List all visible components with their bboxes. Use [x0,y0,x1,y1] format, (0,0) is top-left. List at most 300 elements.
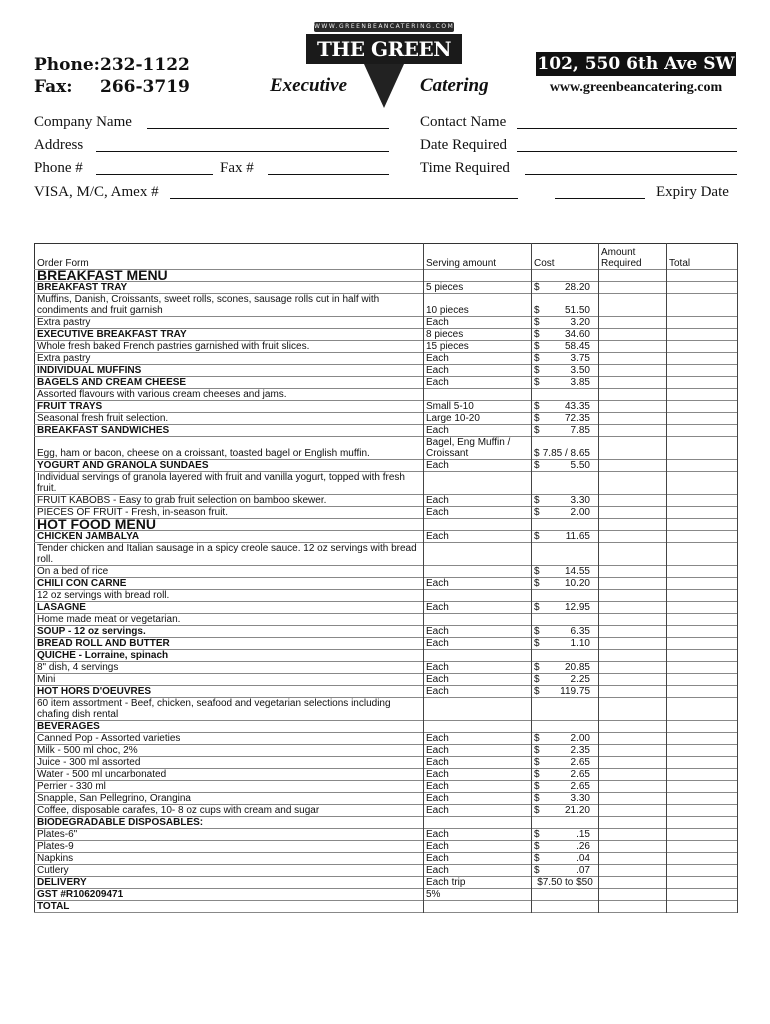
item-description: Milk - 500 ml choc, 2% [35,745,424,757]
total-cell[interactable] [667,329,738,341]
total-cell[interactable] [667,686,738,698]
cost [532,698,599,721]
serving-amount [424,721,532,733]
cost [532,626,599,638]
serving-amount: Each [424,602,532,614]
cost [532,282,599,294]
cost [532,733,599,745]
total-cell[interactable] [667,507,738,519]
cost [532,686,599,698]
item-description: Water - 500 ml uncarbonated [35,769,424,781]
cost [532,901,599,913]
amount-required-cell[interactable] [599,425,667,437]
dollar-sign: $ [534,425,540,436]
phone-label: Phone: [34,55,100,75]
amount-required-cell[interactable] [599,877,667,889]
cost-value: 21.20 [564,805,590,816]
amount-required-cell[interactable] [599,602,667,614]
total-cell[interactable] [667,901,738,913]
cost-value: 2.25 [570,674,590,685]
item-description: BREAKFAST SANDWICHES [35,425,424,437]
dollar-sign: $ [534,829,540,840]
serving-amount: Each [424,495,532,507]
item-description: TOTAL [35,901,424,913]
table-row [35,662,738,674]
serving-amount [424,270,532,282]
total-cell[interactable] [667,495,738,507]
dollar-sign: $ [534,365,540,376]
cost [532,829,599,841]
total-cell[interactable] [667,829,738,841]
table-row [35,578,738,590]
serving-amount: Each [424,686,532,698]
table-row [35,721,738,733]
card-number-field[interactable] [170,198,518,199]
amount-required-cell[interactable] [599,329,667,341]
amount-required-cell[interactable] [599,495,667,507]
amount-required-cell[interactable] [599,841,667,853]
table-row [35,781,738,793]
dollar-sign: $ [534,448,540,459]
amount-required-cell[interactable] [599,817,667,829]
amount-required-cell[interactable] [599,614,667,626]
amount-required-cell[interactable] [599,460,667,472]
dollar-sign: $ [534,626,540,637]
item-description: QUICHE - Lorraine, spinach [35,650,424,662]
table-row [35,282,738,294]
cost-value: 7.85 [570,425,590,436]
total-cell[interactable] [667,638,738,650]
cost [532,841,599,853]
cost-value: 72.35 [564,413,590,424]
table-row [35,531,738,543]
table-row [35,294,738,317]
amount-required-cell[interactable] [599,294,667,317]
website: www.greenbeancatering.com [549,80,723,95]
serving-amount [424,472,532,495]
amount-required-cell[interactable] [599,781,667,793]
total-cell[interactable] [667,817,738,829]
total-cell[interactable] [667,566,738,578]
amount-required-cell[interactable] [599,901,667,913]
cost-value: 3.20 [570,317,590,328]
cost [532,865,599,877]
serving-amount [424,543,532,566]
serving-amount: Large 10-20 [424,413,532,425]
amount-required-cell[interactable] [599,353,667,365]
table-row [35,793,738,805]
section-title: HOT FOOD MENU [35,519,424,531]
table-row [35,614,738,626]
item-description: Juice - 300 ml assorted [35,757,424,769]
total-cell[interactable] [667,341,738,353]
table-row [35,566,738,578]
cost-value: 2.65 [570,769,590,780]
item-description: 12 oz servings with bread roll. [35,590,424,602]
table-row [35,389,738,401]
cost-value: 58.45 [564,341,590,352]
item-description: 8" dish, 4 servings [35,662,424,674]
cost-value: 3.75 [570,353,590,364]
amount-required-cell[interactable] [599,638,667,650]
table-row [35,437,738,460]
cost-value: 43.35 [564,401,590,412]
amount-required-cell[interactable] [599,282,667,294]
serving-amount: Bagel, Eng Muffin / Croissant [424,437,532,460]
total-cell[interactable] [667,602,738,614]
serving-amount [424,650,532,662]
item-description: LASAGNE [35,602,424,614]
total-cell[interactable] [667,614,738,626]
total-cell[interactable] [667,413,738,425]
serving-amount: Each [424,365,532,377]
phone-field-label: Phone # [34,160,83,176]
serving-amount: 15 pieces [424,341,532,353]
table-row [35,745,738,757]
serving-amount: 10 pieces [424,294,532,317]
total-cell[interactable] [667,353,738,365]
time-required-field[interactable] [525,174,737,175]
amount-required-cell[interactable] [599,507,667,519]
time-required-label: Time Required [420,160,510,176]
serving-amount: Each trip [424,877,532,889]
table-row [35,853,738,865]
cost [532,602,599,614]
fax-field-label: Fax # [220,160,254,176]
amount-required-cell[interactable] [599,733,667,745]
table-row [35,638,738,650]
amount-required-cell[interactable] [599,721,667,733]
total-cell[interactable] [667,853,738,865]
item-description: Cutlery [35,865,424,877]
cost [532,377,599,389]
cost [532,495,599,507]
cost [532,353,599,365]
cost-value: 3.30 [570,495,590,506]
serving-amount: Each [424,353,532,365]
total-cell[interactable] [667,472,738,495]
dollar-sign: $ [534,305,540,316]
cost-value: 14.55 [564,566,590,577]
cost-value: 34.60 [564,329,590,340]
total-cell[interactable] [667,389,738,401]
table-row [35,413,738,425]
serving-amount [424,389,532,401]
order-table-body [35,244,738,913]
serving-amount [424,698,532,721]
cost-value: .04 [576,853,590,864]
table-row [35,733,738,745]
item-description: CHICKEN JAMBALYA [35,531,424,543]
total-cell[interactable] [667,745,738,757]
serving-amount [424,519,532,531]
total-cell[interactable] [667,531,738,543]
item-description: Individual servings of granola layered with fruit and vanilla yogurt, topped with fresh fruit. [35,472,424,495]
total-cell[interactable] [667,650,738,662]
total-cell[interactable] [667,377,738,389]
cost-value: 3.30 [570,793,590,804]
amount-required-cell[interactable] [599,401,667,413]
amount-required-cell[interactable] [599,757,667,769]
cost-value: 3.85 [570,377,590,388]
amount-required-cell[interactable] [599,578,667,590]
amount-required-cell[interactable] [599,626,667,638]
total-cell[interactable] [667,425,738,437]
amount-required-cell[interactable] [599,745,667,757]
item-description: Tender chicken and Italian sausage in a spicy creole sauce. 12 oz servings with bread roll. [35,543,424,566]
amount-required-cell[interactable] [599,317,667,329]
amount-required-cell[interactable] [599,590,667,602]
address-field[interactable] [96,151,389,152]
table-row [35,495,738,507]
total-cell[interactable] [667,877,738,889]
dollar-sign: $ [534,282,540,293]
item-description: SOUP - 12 oz servings. [35,626,424,638]
dollar-sign: $ [534,341,540,352]
col-order-form: Order Form [35,244,424,270]
total-cell[interactable] [667,437,738,460]
cost [532,578,599,590]
table-row [35,757,738,769]
cost-value: 3.50 [570,365,590,376]
serving-amount: Each [424,460,532,472]
cost-value: 2.65 [570,757,590,768]
cost-value: .15 [576,829,590,840]
serving-amount: Small 5-10 [424,401,532,413]
serving-amount [424,566,532,578]
total-cell[interactable] [667,889,738,901]
cost [532,889,599,901]
total-cell[interactable] [667,626,738,638]
total-cell[interactable] [667,270,738,282]
amount-required-cell[interactable] [599,519,667,531]
cost-value: 1.10 [570,638,590,649]
cost [532,757,599,769]
table-row [35,626,738,638]
total-cell[interactable] [667,590,738,602]
total-cell[interactable] [667,865,738,877]
amount-required-cell[interactable] [599,472,667,495]
item-description: Canned Pop - Assorted varieties [35,733,424,745]
table-row [35,602,738,614]
total-cell[interactable] [667,805,738,817]
total-cell[interactable] [667,733,738,745]
amount-required-cell[interactable] [599,566,667,578]
cost [532,674,599,686]
total-cell[interactable] [667,698,738,721]
table-row [35,877,738,889]
cost [532,853,599,865]
amount-required-cell[interactable] [599,270,667,282]
dollar-sign: $ [534,413,540,424]
total-cell[interactable] [667,781,738,793]
cost-value: 7.85 / 8.65 [542,448,590,459]
cost [532,769,599,781]
cost-value: 20.85 [564,662,590,673]
date-required-label: Date Required [420,137,508,153]
dollar-sign: $ [534,853,540,864]
cost-value: 2.65 [570,781,590,792]
serving-amount: Each [424,674,532,686]
section-header-row [35,270,738,282]
amount-required-cell[interactable] [599,543,667,566]
serving-amount [424,901,532,913]
amount-required-cell[interactable] [599,805,667,817]
item-description: Muffins, Danish, Croissants, sweet rolls, scones, sausage rolls cut in half with condiments and fruit garnish [35,294,424,317]
company-name-field[interactable] [147,128,389,129]
cost-value: .26 [576,841,590,852]
contact-name-field[interactable] [517,128,737,129]
cost [532,389,599,401]
amount-required-cell[interactable] [599,674,667,686]
amount-required-cell[interactable] [599,889,667,901]
item-description: BIODEGRADABLE DISPOSABLES: [35,817,424,829]
dollar-sign: $ [534,757,540,768]
total-cell[interactable] [667,662,738,674]
date-required-field[interactable] [517,151,737,152]
cost [532,566,599,578]
item-description: BAGELS AND CREAM CHEESE [35,377,424,389]
total-cell[interactable] [667,282,738,294]
amount-required-cell[interactable] [599,365,667,377]
total-cell[interactable] [667,519,738,531]
dollar-sign: $ [534,317,540,328]
item-description: DELIVERY [35,877,424,889]
total-cell[interactable] [667,460,738,472]
table-row [35,650,738,662]
total-cell[interactable] [667,365,738,377]
item-description: BREAD ROLL AND BUTTER [35,638,424,650]
total-cell[interactable] [667,769,738,781]
total-cell[interactable] [667,317,738,329]
amount-required-cell[interactable] [599,437,667,460]
expiry-date-label: Expiry Date [656,184,729,200]
cost [532,294,599,317]
serving-amount: Each [424,745,532,757]
cost [532,638,599,650]
amount-required-cell[interactable] [599,377,667,389]
serving-amount: Each [424,805,532,817]
serving-amount: Each [424,829,532,841]
dollar-sign: $ [534,329,540,340]
amount-required-cell[interactable] [599,341,667,353]
section-title: BREAKFAST MENU [35,270,424,282]
amount-required-cell[interactable] [599,698,667,721]
amount-required-cell[interactable] [599,829,667,841]
table-row [35,353,738,365]
amount-required-cell[interactable] [599,686,667,698]
amount-required-cell[interactable] [599,531,667,543]
serving-amount: 5 pieces [424,282,532,294]
cost-value: 51.50 [564,305,590,316]
total-cell[interactable] [667,401,738,413]
amount-required-cell[interactable] [599,793,667,805]
dollar-sign: $ [534,805,540,816]
serving-amount: Each [424,578,532,590]
total-cell[interactable] [667,578,738,590]
amount-required-cell[interactable] [599,413,667,425]
dollar-sign: $ [534,841,540,852]
item-description: Seasonal fresh fruit selection. [35,413,424,425]
total-cell[interactable] [667,294,738,317]
contact-name-label: Contact Name [420,114,507,130]
serving-amount [424,590,532,602]
total-cell[interactable] [667,543,738,566]
total-cell[interactable] [667,793,738,805]
amount-required-cell[interactable] [599,650,667,662]
amount-required-cell[interactable] [599,389,667,401]
total-cell[interactable] [667,721,738,733]
serving-amount: Each [424,317,532,329]
serving-amount: Each [424,757,532,769]
phone-field[interactable] [96,174,213,175]
amount-required-cell[interactable] [599,662,667,674]
item-description: Whole fresh baked French pastries garnished with fruit slices. [35,341,424,353]
table-row [35,543,738,566]
amount-required-cell[interactable] [599,769,667,781]
dollar-sign: $ [534,674,540,685]
cost [532,460,599,472]
table-row [35,841,738,853]
section-header-row [35,519,738,531]
item-description: YOGURT AND GRANOLA SUNDAES [35,460,424,472]
total-cell[interactable] [667,674,738,686]
total-cell[interactable] [667,841,738,853]
fax-label: Fax: [34,77,73,97]
serving-amount: Each [424,733,532,745]
tagline-executive: Executive [270,75,348,96]
serving-amount: Each [424,531,532,543]
cost [532,507,599,519]
tagline-catering: Catering [420,75,489,96]
item-description: Coffee, disposable carafes, 10- 8 oz cups with cream and sugar [35,805,424,817]
table-row [35,590,738,602]
serving-amount: 8 pieces [424,329,532,341]
amount-required-cell[interactable] [599,865,667,877]
dollar-sign: $ [534,745,540,756]
serving-amount: Each [424,638,532,650]
serving-amount: Each [424,662,532,674]
item-description: Plates-9 [35,841,424,853]
cost [532,650,599,662]
card-label: VISA, M/C, Amex # [34,184,159,200]
table-row [35,805,738,817]
serving-amount: Each [424,853,532,865]
table-header-row [35,244,738,270]
serving-amount: 5% [424,889,532,901]
table-row [35,365,738,377]
serving-amount: Each [424,769,532,781]
col-cost: Cost [532,244,599,270]
fax-field[interactable] [268,174,389,175]
address-box: 102, 550 6th Ave SW [537,54,735,74]
serving-amount: Each [424,425,532,437]
amount-required-cell[interactable] [599,853,667,865]
phone-number: 232-1122 [100,55,190,75]
dollar-sign: $ [534,781,540,792]
item-description: 60 item assortment - Beef, chicken, seafood and vegetarian selections including chafing dish rental [35,698,424,721]
cost [532,817,599,829]
table-row [35,425,738,437]
item-description: Perrier - 330 ml [35,781,424,793]
total-cell[interactable] [667,757,738,769]
item-description: INDIVIDUAL MUFFINS [35,365,424,377]
table-row [35,686,738,698]
table-row [35,769,738,781]
dollar-sign: $ [534,733,540,744]
cost-value: 5.50 [570,460,590,471]
expiry-date-field[interactable] [555,198,645,199]
